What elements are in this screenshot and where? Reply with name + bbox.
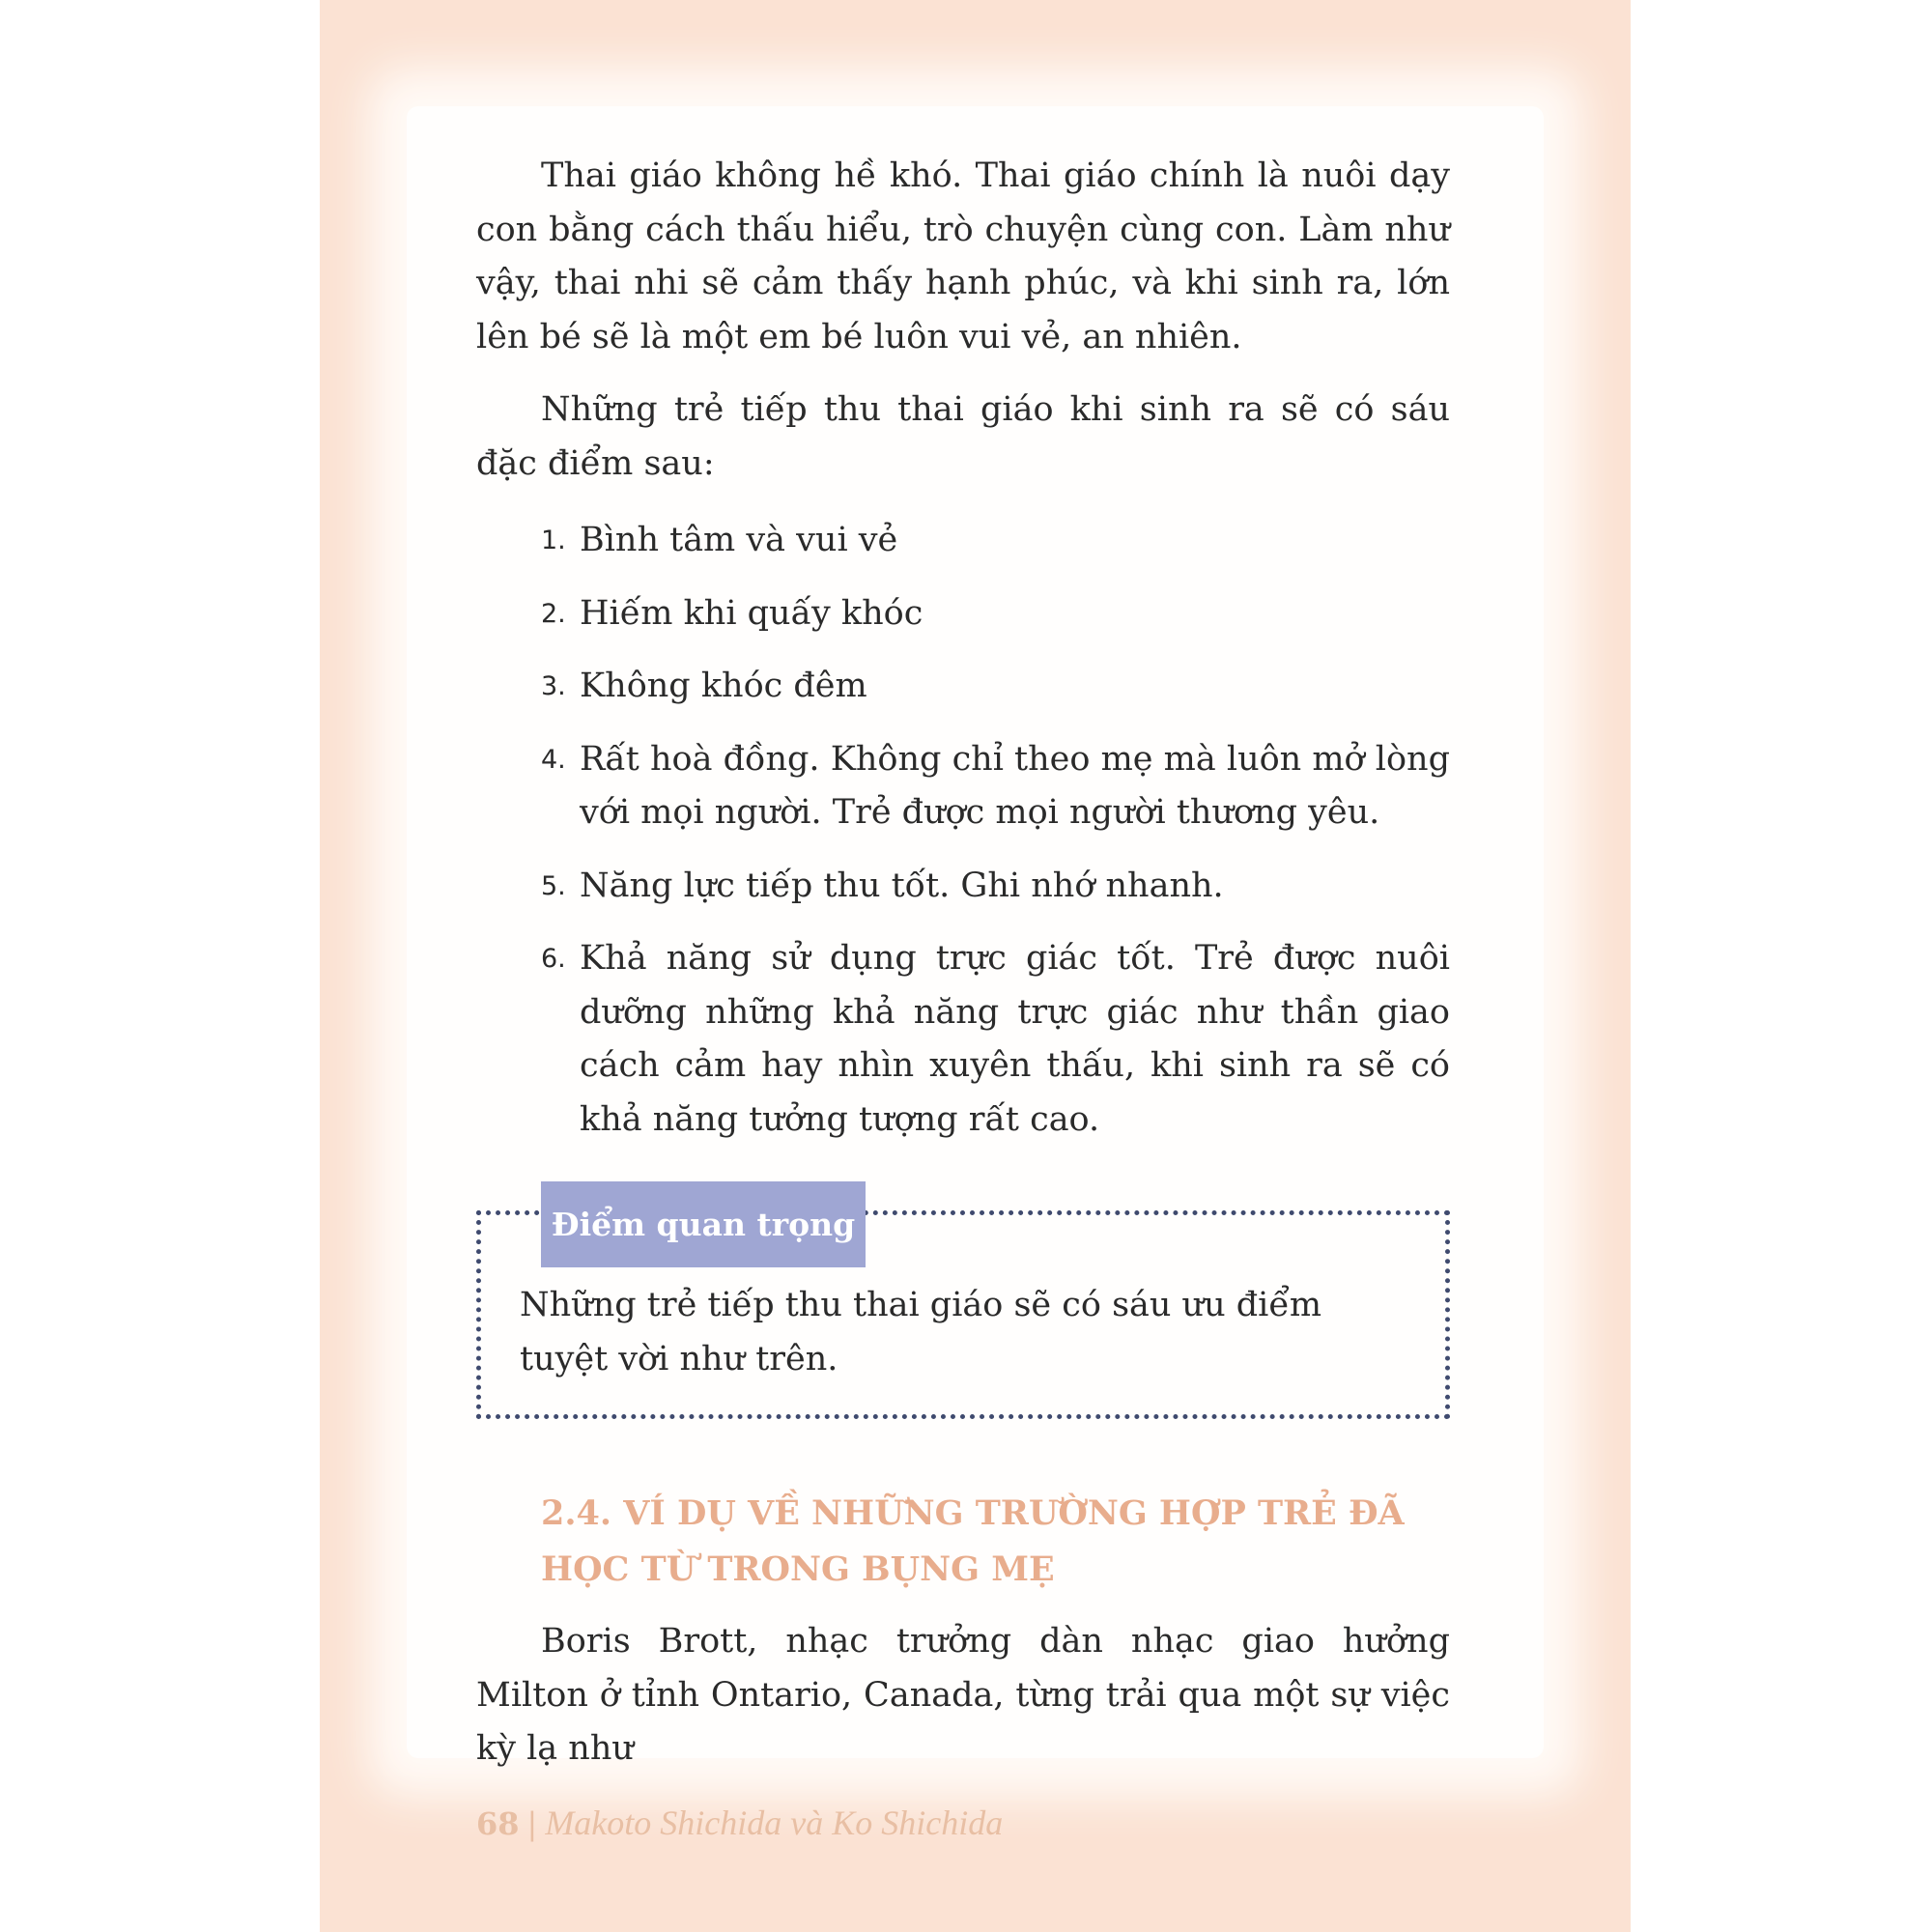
list-text: Hiếm khi quấy khóc — [580, 593, 923, 633]
main-text — [476, 150, 1450, 1166]
page-number: 68 — [476, 1805, 520, 1842]
list-item — [476, 514, 1450, 568]
list-text: Năng lực tiếp thu tốt. Ghi nhớ nhanh. — [580, 866, 1224, 905]
list-number: 2. — [541, 598, 566, 629]
paragraph-features: Những trẻ tiếp thu thai giáo khi sinh ra sẽ có sáu đặc điểm sau: — [476, 390, 1450, 483]
list-text: Bình tâm và vui vẻ — [580, 521, 898, 559]
list-item — [476, 860, 1450, 914]
list-number: 6. — [541, 944, 566, 974]
list-number: 5. — [541, 870, 566, 901]
list-number: 1. — [541, 526, 566, 555]
note-title: Điểm quan trọng — [541, 1181, 866, 1267]
list-number: 3. — [541, 671, 566, 701]
paragraph-boris-brott: Boris Brott, nhạc trưởng dàn nhạc giao hưởng Milton ở tỉnh Ontario, Canada, từng trải qua một sự việc kỳ lạ như — [476, 1622, 1450, 1768]
list-item — [476, 587, 1450, 641]
list-item — [476, 932, 1450, 1147]
list-number: 4. — [541, 744, 566, 775]
list-item — [476, 733, 1450, 840]
list-item — [476, 660, 1450, 714]
paragraph-intro: Thai giáo không hề khó. Thai giáo chính là nuôi dạy con bằng cách thấu hiểu, trò chuyện cùng con. Làm như vậy, thai nhi sẽ cảm thấy hạnh phúc, và khi sinh ra, lớn lên bé sẽ là một em bé luôn vui vẻ, an nhiên. — [476, 156, 1450, 356]
footer-authors: Makoto Shichida và Ko Shichida — [545, 1804, 1004, 1842]
section-heading: 2.4. VÍ DỤ VỀ NHỮNG TRƯỜNG HỢP TRẺ ĐÃ HỌC TỪ TRONG BỤNG MẸ — [541, 1493, 1405, 1589]
features-list — [476, 514, 1450, 1147]
list-text: Rất hoà đồng. Không chỉ theo mẹ mà luôn mở lòng với mọi người. Trẻ được mọi người thương yêu. — [580, 739, 1450, 832]
list-text: Không khóc đêm — [580, 667, 867, 705]
list-text: Khả năng sử dụng trực giác tốt. Trẻ được nuôi dưỡng những khả năng trực giác như thần giao cách cảm hay nhìn xuyên thấu, khi sinh ra sẽ có khả năng tưởng tượng rất cao. — [580, 939, 1450, 1139]
footer-separator: | — [526, 1805, 538, 1842]
note-text: Những trẻ tiếp thu thai giáo sẽ có sáu ưu điểm tuyệt vời như trên. — [520, 1286, 1322, 1378]
page-footer — [476, 1803, 1003, 1843]
